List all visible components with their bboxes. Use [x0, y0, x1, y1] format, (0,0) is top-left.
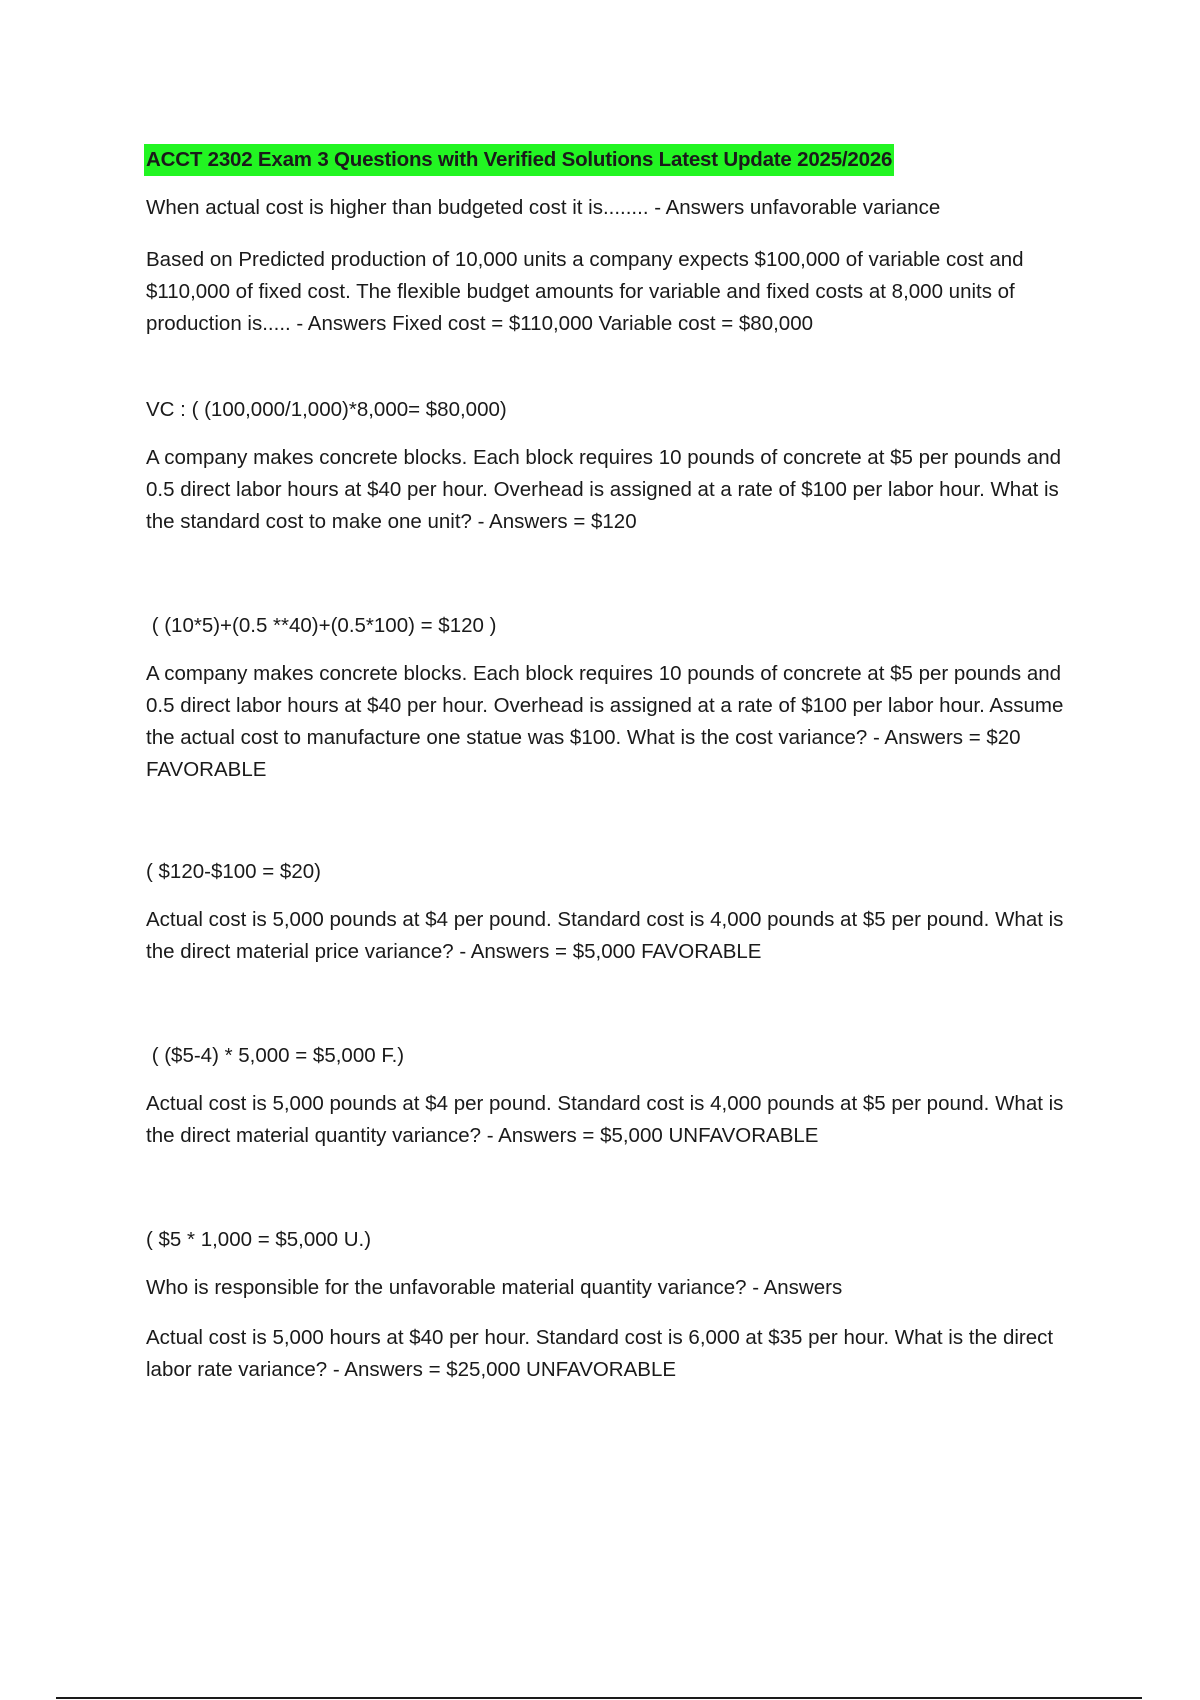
solution-line-1: VC : ( (100,000/1,000)*8,000= $80,000) — [146, 398, 507, 421]
qa-block-8: Actual cost is 5,000 hours at $40 per hour. Standard cost is 6,000 at $35 per hour. What is the direct labor rate variance? - Answers = $25,000 UNFAVORABLE — [146, 1326, 1054, 1381]
solution-line-2: ( (10*5)+(0.5 **40)+(0.5*100) = $120 ) — [146, 614, 497, 637]
qa-block-2: Based on Predicted production of 10,000 units a company expects $100,000 of variable cost and $110,000 of fixed cost. The flexible budget amounts for variable and fixed costs at 8,000 units of production is..... - Answers Fixed cost = $110,000 Variable cost = $80,000 — [146, 248, 1024, 335]
qa-block-3: A company makes concrete blocks. Each block requires 10 pounds of concrete at $5 per pounds and 0.5 direct labor hours at $40 per hour. Overhead is assigned at a rate of $100 per labor hour. What is the standard cost to make one unit? - Answers = $120 — [146, 446, 1062, 533]
solution-line-3: ( $120-$100 = $20) — [146, 860, 321, 883]
qa-block-1: When actual cost is higher than budgeted cost it is........ - Answers unfavorable variance — [146, 196, 941, 219]
document-title: ACCT 2302 Exam 3 Questions with Verified Solutions Latest Update 2025/2026 — [144, 144, 894, 176]
qa-block-5: Actual cost is 5,000 pounds at $4 per pound. Standard cost is 4,000 pounds at $5 per pound. What is the direct material price variance? - Answers = $5,000 FAVORABLE — [146, 908, 1064, 963]
qa-block-4: A company makes concrete blocks. Each block requires 10 pounds of concrete at $5 per pounds and 0.5 direct labor hours at $40 per hour. Overhead is assigned at a rate of $100 per labor hour. Assume the actual cost to manufacture one statue was $100. What is the cost variance? - Answers = $20 FAVORABLE — [146, 662, 1064, 781]
title-line — [146, 144, 1076, 176]
footer-divider — [56, 1697, 1142, 1699]
solution-line-4: ( ($5-4) * 5,000 = $5,000 F.) — [146, 1044, 405, 1067]
qa-block-6: Actual cost is 5,000 pounds at $4 per pound. Standard cost is 4,000 pounds at $5 per pound. What is the direct material quantity variance? - Answers = $5,000 UNFAVORABLE — [146, 1092, 1064, 1147]
qa-block-7: Who is responsible for the unfavorable material quantity variance? - Answers — [146, 1276, 843, 1299]
solution-line-5: ( $5 * 1,000 = $5,000 U.) — [146, 1228, 372, 1251]
